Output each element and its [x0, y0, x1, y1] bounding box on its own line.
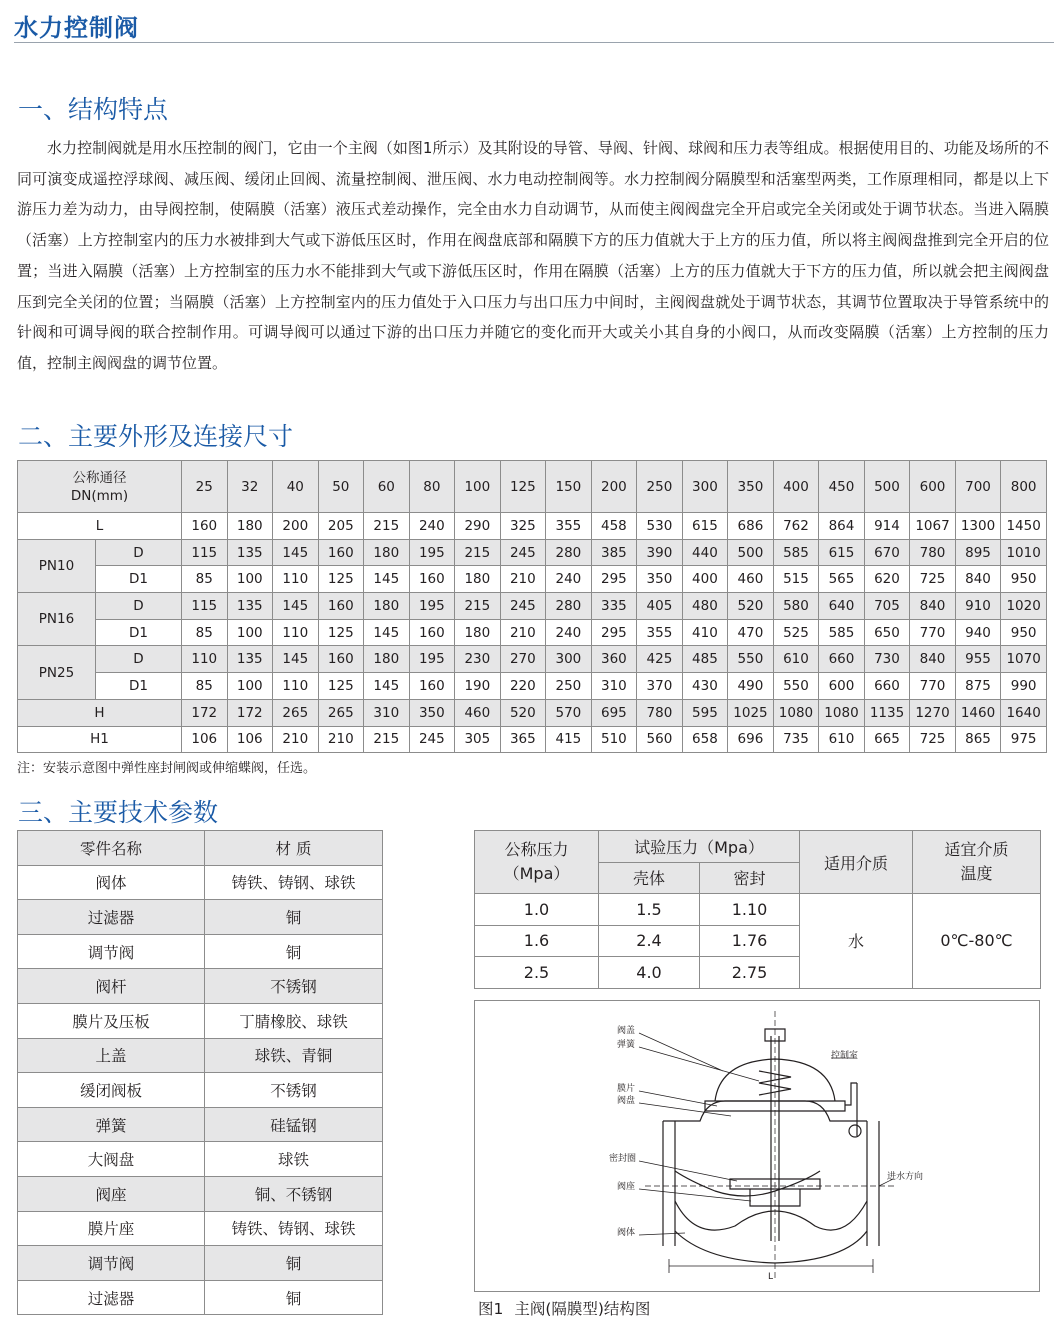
dim-value-cell: 365 [500, 726, 546, 753]
dim-value-cell: 210 [318, 726, 364, 753]
dn-header-cell: 32 [227, 461, 273, 513]
dn-header-cell: 40 [273, 461, 319, 513]
dn-header-cell: 500 [864, 461, 910, 513]
dim-value-cell: 500 [728, 539, 774, 566]
dim-value-cell: 200 [273, 513, 319, 540]
dim-value-cell: 762 [773, 513, 819, 540]
dim-value-cell: 205 [318, 513, 364, 540]
parts-row [18, 1003, 383, 1038]
install-note: 注：安装示意图中弹性座封闸阀或伸缩蝶阀，任选。 [17, 761, 317, 776]
dn-header-cell: 400 [773, 461, 819, 513]
part-name-cell: 调节阀 [18, 1246, 205, 1281]
dim-value-cell: 195 [409, 646, 455, 673]
dim-value-cell: 950 [1001, 619, 1047, 646]
parts-row [18, 1280, 383, 1315]
dim-value-cell: 595 [682, 699, 728, 726]
dim-value-cell: 480 [682, 593, 728, 620]
parts-row [18, 969, 383, 1004]
dim-value-cell: 950 [1001, 566, 1047, 593]
tech-row: 1.6 2.4 1.76 [475, 925, 1041, 957]
dim-value-cell: 145 [364, 619, 410, 646]
dim-value-cell: 210 [500, 566, 546, 593]
part-material-cell: 铜 [205, 1246, 383, 1281]
dim-value-cell: 180 [455, 566, 501, 593]
dn-header-cell: 50 [318, 461, 364, 513]
tech-row: 1.0 1.5 1.10 水 0℃-80℃ [475, 894, 1041, 926]
dim-value-cell: 570 [546, 699, 592, 726]
dim-value-cell: 460 [455, 699, 501, 726]
dim-value-cell: 180 [227, 513, 273, 540]
dim-value-cell: 610 [819, 726, 865, 753]
dn-header-cell: 125 [500, 461, 546, 513]
part-name-cell: 阀杆 [18, 969, 205, 1004]
dim-value-cell: 180 [364, 593, 410, 620]
dim-value-cell: 975 [1001, 726, 1047, 753]
dim-value-cell: 370 [637, 673, 683, 700]
label-length: L [768, 1272, 774, 1282]
dim-value-cell: 460 [728, 566, 774, 593]
tech-header-row [475, 831, 1041, 863]
dim-value-cell: 560 [637, 726, 683, 753]
dim-value-cell: 310 [364, 699, 410, 726]
dim-value-cell: 115 [182, 539, 228, 566]
dim-value-cell: 865 [955, 726, 1001, 753]
dim-value-cell: 390 [637, 539, 683, 566]
dim-value-cell: 415 [546, 726, 592, 753]
label-seal-ring: 密封圈 [609, 1154, 637, 1164]
dim-row-label: D1 [96, 673, 182, 700]
dim-value-cell: 1070 [1001, 646, 1047, 673]
dim-value-cell: 840 [955, 566, 1001, 593]
tech-params-table [474, 830, 1041, 989]
tech-col-medium: 适用介质 [800, 831, 913, 894]
dim-row [18, 673, 1047, 700]
part-name-cell: 过滤器 [18, 1280, 205, 1315]
dim-value-cell: 1450 [1001, 513, 1047, 540]
dim-value-cell: 160 [318, 593, 364, 620]
pn-label: PN25 [18, 646, 96, 699]
dim-value-cell: 160 [409, 619, 455, 646]
dim-row [18, 566, 1047, 593]
dim-value-cell: 400 [682, 566, 728, 593]
dim-value-cell: 100 [227, 619, 273, 646]
part-material-cell: 铜 [205, 934, 383, 969]
tech-col-temp: 适宜介质 温度 [913, 831, 1041, 894]
title-divider [14, 42, 1054, 43]
dim-value-cell: 650 [864, 619, 910, 646]
dim-value-cell: 600 [819, 673, 865, 700]
dim-value-cell: 914 [864, 513, 910, 540]
section-heading-structure: 一、结构特点 [18, 95, 169, 124]
parts-row [18, 1246, 383, 1281]
part-material-cell: 不锈钢 [205, 969, 383, 1004]
parts-col-name: 零件名称 [18, 831, 205, 866]
part-name-cell: 调节阀 [18, 934, 205, 969]
dim-value-cell: 360 [591, 646, 637, 673]
dim-row-label: D [96, 646, 182, 673]
dim-value-cell: 195 [409, 539, 455, 566]
dim-value-cell: 160 [182, 513, 228, 540]
dim-value-cell: 510 [591, 726, 637, 753]
dim-row [18, 513, 1047, 540]
dim-value-cell: 640 [819, 593, 865, 620]
part-name-cell: 膜片座 [18, 1211, 205, 1246]
dim-value-cell: 875 [955, 673, 1001, 700]
dim-header-label: 公称通径 DN(mm) [18, 461, 182, 513]
dim-value-cell: 106 [227, 726, 273, 753]
dim-row [18, 699, 1047, 726]
label-inlet: 进水方向 [887, 1172, 924, 1182]
dim-value-cell: 580 [773, 593, 819, 620]
dim-value-cell: 405 [637, 593, 683, 620]
dim-value-cell: 110 [182, 646, 228, 673]
part-name-cell: 膜片及压板 [18, 1003, 205, 1038]
dim-value-cell: 585 [773, 539, 819, 566]
dim-row [18, 539, 1047, 566]
label-disc: 阀盘 [617, 1096, 636, 1106]
tech-temp-value: 0℃-80℃ [913, 894, 1041, 989]
parts-row [18, 900, 383, 935]
dim-value-cell: 325 [500, 513, 546, 540]
dim-value-cell: 1135 [864, 699, 910, 726]
dim-row-label: D1 [96, 619, 182, 646]
section-heading-tech: 三、主要技术参数 [18, 798, 219, 827]
dim-value-cell: 1270 [910, 699, 956, 726]
part-material-cell: 不锈钢 [205, 1073, 383, 1108]
dim-value-cell: 110 [273, 619, 319, 646]
dim-value-cell: 295 [591, 566, 637, 593]
valve-figure [474, 1000, 1040, 1292]
dim-value-cell: 585 [819, 619, 865, 646]
structure-paragraph: 水力控制阀就是用水压控制的阀门，它由一个主阀（如图1所示）及其附设的导管、导阀、针阀、球阀和压力表等组成。根据使用目的、功能及场所的不同可演变成遥控浮球阀、减压阀、缓闭止回阀、流量控制阀、泄压阀、水力电动控制阀等。水力控制阀分隔膜型和活塞型两类，工作原理相同，都是以上下游压力差为动力，由导阀控制，使隔膜（活塞）液压式差动操作，完全由水力自动调节，从而使主阀阀盘完全开启或完全关闭或处于调节状态。当进入隔膜（活塞）上方控制室内的压力水被排到大气或下游低压区时，作用在阀盘底部和隔膜下方的压力值就大于上方的压力值，所以将主阀阀盘推到完全开启的位置；当进入隔膜（活塞）上方控制室的压力水不能排到大气或下游低压区时，作用在隔膜（活塞）上方的压力值就大于下方的压力值，所以就会把主阀阀盘压到完全关闭的位置；当隔膜（活塞）上方控制室内的压力值处于入口压力与出口压力中间时，主阀阀盘就处于调节状态，其调节位置取决于导管系统中的针阀和可调导阀的联合控制作用。可调导阀可以通过下游的出口压力并随它的变化而开大或关小其自身的小阀口，从而改变隔膜（活塞）上方控制的压力值，控制主阀阀盘的调节位置。 [17, 139, 1049, 372]
pn-label: PN10 [18, 539, 96, 592]
dim-value-cell: 125 [318, 566, 364, 593]
dim-value-cell: 145 [273, 539, 319, 566]
dim-value-cell: 160 [409, 673, 455, 700]
dim-value-cell: 550 [773, 673, 819, 700]
dim-value-cell: 180 [364, 646, 410, 673]
dim-value-cell: 135 [227, 593, 273, 620]
dim-row [18, 593, 1047, 620]
dim-value-cell: 840 [910, 646, 956, 673]
dim-value-cell: 490 [728, 673, 774, 700]
tech-medium-value: 水 [800, 894, 913, 989]
dim-value-cell: 470 [728, 619, 774, 646]
dim-value-cell: 355 [637, 619, 683, 646]
parts-material-table [17, 830, 383, 1315]
dim-value-cell: 895 [955, 539, 1001, 566]
dim-value-cell: 215 [455, 539, 501, 566]
dim-value-cell: 110 [273, 566, 319, 593]
dim-value-cell: 100 [227, 673, 273, 700]
dim-value-cell: 125 [318, 673, 364, 700]
dim-value-cell: 385 [591, 539, 637, 566]
dim-value-cell: 240 [546, 619, 592, 646]
dim-value-cell: 686 [728, 513, 774, 540]
dim-value-cell: 610 [773, 646, 819, 673]
dim-value-cell: 525 [773, 619, 819, 646]
label-spring: 弹簧 [617, 1040, 636, 1050]
dim-value-cell: 310 [591, 673, 637, 700]
dimension-table [17, 460, 1047, 753]
tech-row: 2.5 4.0 2.75 [475, 957, 1041, 989]
dim-value-cell: 940 [955, 619, 1001, 646]
dim-value-cell: 335 [591, 593, 637, 620]
part-material-cell: 丁腈橡胶、球铁 [205, 1003, 383, 1038]
dim-value-cell: 864 [819, 513, 865, 540]
dim-value-cell: 240 [546, 566, 592, 593]
dim-value-cell: 565 [819, 566, 865, 593]
dim-value-cell: 1080 [773, 699, 819, 726]
dn-header-cell: 600 [910, 461, 956, 513]
dim-value-cell: 1640 [1001, 699, 1047, 726]
dn-header-cell: 300 [682, 461, 728, 513]
parts-header-row [18, 831, 383, 866]
dim-value-cell: 620 [864, 566, 910, 593]
dim-value-cell: 515 [773, 566, 819, 593]
dim-value-cell: 245 [500, 539, 546, 566]
dim-row [18, 619, 1047, 646]
dim-value-cell: 195 [409, 593, 455, 620]
dim-value-cell: 485 [682, 646, 728, 673]
dim-value-cell: 840 [910, 593, 956, 620]
dim-value-cell: 520 [728, 593, 774, 620]
dim-value-cell: 135 [227, 646, 273, 673]
valve-diagram [475, 1001, 1039, 1291]
label-control-room: 控制室 [831, 1051, 859, 1061]
dim-value-cell: 180 [455, 619, 501, 646]
dim-value-cell: 550 [728, 646, 774, 673]
parts-row [18, 1142, 383, 1177]
part-name-cell: 弹簧 [18, 1107, 205, 1142]
dim-value-cell: 280 [546, 539, 592, 566]
dim-value-cell: 615 [682, 513, 728, 540]
dim-value-cell: 696 [728, 726, 774, 753]
dn-header-cell: 700 [955, 461, 1001, 513]
dim-value-cell: 440 [682, 539, 728, 566]
tech-col-pressure: 公称压力 （Mpa） [475, 831, 599, 894]
dim-header-row [18, 461, 1047, 513]
part-name-cell: 缓闭阀板 [18, 1073, 205, 1108]
parts-row [18, 1211, 383, 1246]
dim-value-cell: 160 [409, 566, 455, 593]
dim-value-cell: 1025 [728, 699, 774, 726]
dim-value-cell: 350 [637, 566, 683, 593]
label-membrane: 膜片 [617, 1084, 636, 1094]
part-name-cell: 大阀盘 [18, 1142, 205, 1177]
part-material-cell: 球铁、青铜 [205, 1038, 383, 1073]
dim-value-cell: 115 [182, 593, 228, 620]
dim-value-cell: 100 [227, 566, 273, 593]
dim-value-cell: 910 [955, 593, 1001, 620]
dim-value-cell: 695 [591, 699, 637, 726]
dim-value-cell: 1067 [910, 513, 956, 540]
dim-row-label: H1 [18, 726, 182, 753]
dim-value-cell: 215 [455, 593, 501, 620]
dn-header-cell: 60 [364, 461, 410, 513]
dim-value-cell: 106 [182, 726, 228, 753]
dim-value-cell: 1080 [819, 699, 865, 726]
dim-value-cell: 658 [682, 726, 728, 753]
parts-col-material: 材 质 [205, 831, 383, 866]
dim-value-cell: 520 [500, 699, 546, 726]
parts-row [18, 1038, 383, 1073]
dim-value-cell: 172 [182, 699, 228, 726]
dim-value-cell: 410 [682, 619, 728, 646]
dim-value-cell: 350 [409, 699, 455, 726]
dim-value-cell: 85 [182, 673, 228, 700]
dim-value-cell: 125 [318, 619, 364, 646]
dn-header-cell: 25 [182, 461, 228, 513]
dim-value-cell: 240 [409, 513, 455, 540]
pn-label: PN16 [18, 593, 96, 646]
dim-value-cell: 160 [318, 539, 364, 566]
dim-value-cell: 250 [546, 673, 592, 700]
dim-value-cell: 670 [864, 539, 910, 566]
dim-value-cell: 210 [273, 726, 319, 753]
dim-value-cell: 145 [364, 673, 410, 700]
dim-row [18, 646, 1047, 673]
dn-header-cell: 450 [819, 461, 865, 513]
part-name-cell: 上盖 [18, 1038, 205, 1073]
label-seat: 阀座 [617, 1182, 636, 1192]
dim-value-cell: 955 [955, 646, 1001, 673]
dim-value-cell: 530 [637, 513, 683, 540]
dim-value-cell: 265 [273, 699, 319, 726]
dim-value-cell: 705 [864, 593, 910, 620]
part-name-cell: 阀体 [18, 865, 205, 900]
dim-value-cell: 215 [364, 726, 410, 753]
dim-value-cell: 725 [910, 566, 956, 593]
dim-row-label: H [18, 699, 182, 726]
dn-header-cell: 200 [591, 461, 637, 513]
figure-caption-text: 主阀(隔膜型)结构图 [514, 1300, 651, 1318]
dn-header-cell: 800 [1001, 461, 1047, 513]
part-material-cell: 铸铁、铸钢、球铁 [205, 1211, 383, 1246]
dim-value-cell: 220 [500, 673, 546, 700]
figure-caption-number: 图1 [478, 1300, 504, 1318]
dim-value-cell: 770 [910, 673, 956, 700]
dim-value-cell: 145 [273, 593, 319, 620]
dim-value-cell: 215 [364, 513, 410, 540]
dim-value-cell: 270 [500, 646, 546, 673]
dim-value-cell: 665 [864, 726, 910, 753]
dim-value-cell: 305 [455, 726, 501, 753]
dim-value-cell: 145 [273, 646, 319, 673]
dim-value-cell: 1010 [1001, 539, 1047, 566]
dim-value-cell: 245 [409, 726, 455, 753]
dim-value-cell: 1020 [1001, 593, 1047, 620]
parts-row [18, 1176, 383, 1211]
dim-value-cell: 355 [546, 513, 592, 540]
tech-col-test: 试验压力（Mpa） [599, 831, 800, 863]
tech-col-seal: 密封 [700, 862, 800, 894]
dim-value-cell: 458 [591, 513, 637, 540]
dim-value-cell: 190 [455, 673, 501, 700]
dim-value-cell: 230 [455, 646, 501, 673]
dim-row-label: D [96, 539, 182, 566]
part-material-cell: 铜 [205, 1280, 383, 1315]
part-material-cell: 铸铁、铸钢、球铁 [205, 865, 383, 900]
dim-value-cell: 730 [864, 646, 910, 673]
dim-row-label: D1 [96, 566, 182, 593]
parts-row [18, 1073, 383, 1108]
dim-value-cell: 160 [318, 646, 364, 673]
dim-value-cell: 735 [773, 726, 819, 753]
part-material-cell: 硅锰钢 [205, 1107, 383, 1142]
label-body: 阀体 [617, 1228, 636, 1238]
dim-row-label: L [18, 513, 182, 540]
dim-value-cell: 770 [910, 619, 956, 646]
part-material-cell: 铜、不锈钢 [205, 1176, 383, 1211]
parts-row [18, 865, 383, 900]
dim-value-cell: 1300 [955, 513, 1001, 540]
dim-value-cell: 180 [364, 539, 410, 566]
figure-caption [478, 1297, 656, 1319]
dn-header-cell: 80 [409, 461, 455, 513]
dim-value-cell: 110 [273, 673, 319, 700]
dim-value-cell: 615 [819, 539, 865, 566]
page-title: 水力控制阀 [14, 14, 139, 42]
label-cover: 阀盖 [617, 1026, 636, 1036]
dim-value-cell: 990 [1001, 673, 1047, 700]
dn-header-cell: 150 [546, 461, 592, 513]
dim-value-cell: 780 [637, 699, 683, 726]
section-heading-dimensions: 二、主要外形及连接尺寸 [18, 422, 294, 451]
dim-value-cell: 245 [500, 593, 546, 620]
dim-row-label: D [96, 593, 182, 620]
dn-header-cell: 350 [728, 461, 774, 513]
part-material-cell: 球铁 [205, 1142, 383, 1177]
dim-value-cell: 295 [591, 619, 637, 646]
part-material-cell: 铜 [205, 900, 383, 935]
dim-value-cell: 660 [864, 673, 910, 700]
dim-value-cell: 280 [546, 593, 592, 620]
dim-value-cell: 85 [182, 566, 228, 593]
dim-value-cell: 135 [227, 539, 273, 566]
dim-value-cell: 725 [910, 726, 956, 753]
part-name-cell: 阀座 [18, 1176, 205, 1211]
dim-value-cell: 780 [910, 539, 956, 566]
dim-row [18, 726, 1047, 753]
dim-value-cell: 172 [227, 699, 273, 726]
dim-value-cell: 145 [364, 566, 410, 593]
tech-col-shell: 壳体 [599, 862, 700, 894]
part-name-cell: 过滤器 [18, 900, 205, 935]
dim-value-cell: 660 [819, 646, 865, 673]
dim-value-cell: 1460 [955, 699, 1001, 726]
parts-row [18, 1107, 383, 1142]
dim-value-cell: 210 [500, 619, 546, 646]
dim-value-cell: 85 [182, 619, 228, 646]
dn-header-cell: 100 [455, 461, 501, 513]
dn-header-cell: 250 [637, 461, 683, 513]
dim-value-cell: 290 [455, 513, 501, 540]
dim-value-cell: 425 [637, 646, 683, 673]
dim-value-cell: 265 [318, 699, 364, 726]
dim-value-cell: 430 [682, 673, 728, 700]
parts-row [18, 934, 383, 969]
dim-value-cell: 300 [546, 646, 592, 673]
